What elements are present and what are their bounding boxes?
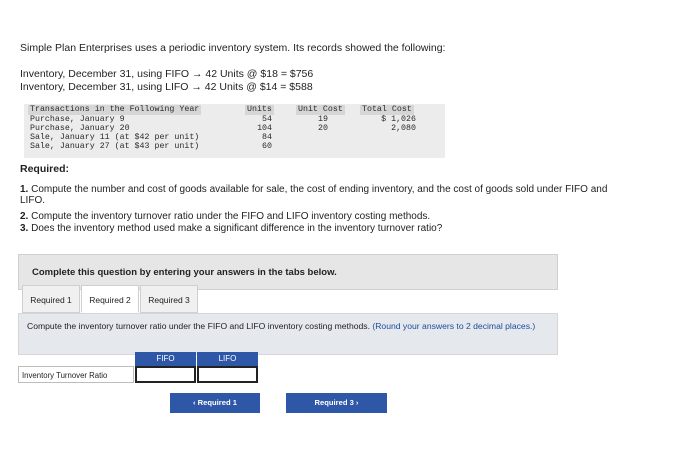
rounding-hint: (Round your answers to 2 decimal places.) (372, 321, 536, 331)
inventory-lifo-line: Inventory, December 31, using LIFO → 42 Units @ $14 = $588 (20, 81, 313, 93)
question-text: Does the inventory method used make a significant difference in the inventory turnover ratio? (31, 223, 443, 234)
transactions-header-row (24, 105, 445, 115)
header-unit-cost: Unit Cost (298, 105, 343, 114)
transaction-row (24, 124, 445, 133)
question-1 (20, 184, 620, 206)
panel-text: Compute the inventory turnover ratio under the FIFO and LIFO inventory costing methods. (27, 321, 370, 331)
question-3 (20, 223, 442, 234)
tab-required-3[interactable]: Required 3 (140, 285, 198, 313)
tab-required-2[interactable]: Required 2 (81, 285, 139, 313)
transaction-units: 104 (257, 124, 272, 133)
header-total-cost: Total Cost (362, 105, 412, 114)
transaction-row (24, 142, 445, 151)
question-number: 1. (20, 184, 29, 195)
tab-required-1[interactable]: Required 1 (22, 285, 80, 313)
transaction-unit-cost: 19 (318, 115, 328, 124)
inventory-fifo-line: Inventory, December 31, using FIFO → 42 Units @ $18 = $756 (20, 68, 314, 80)
next-required-3-button[interactable]: Required 3 › (286, 393, 387, 413)
question-2 (20, 211, 430, 222)
question-panel (18, 313, 558, 355)
transaction-total-cost: $ 1,026 (381, 115, 416, 124)
question-text: Compute the inventory turnover ratio under the FIFO and LIFO inventory costing methods. (31, 211, 431, 222)
transaction-row (24, 115, 445, 124)
required-heading: Required: (20, 163, 70, 175)
transaction-units: 60 (262, 142, 272, 151)
question-number: 3. (20, 223, 29, 234)
transaction-label: Purchase, January 20 (30, 124, 130, 133)
problem-intro: Simple Plan Enterprises uses a periodic inventory system. Its records showed the following: (20, 42, 446, 54)
question-text: Compute the number and cost of goods available for sale, the cost of ending inventory, and the cost of goods sold under FIFO and LIFO. (20, 184, 608, 206)
transaction-row (24, 133, 445, 142)
instruction-text: Complete this question by entering your answers in the tabs below. (32, 267, 337, 278)
transaction-units: 84 (262, 133, 272, 142)
row-label-inventory-turnover: Inventory Turnover Ratio (18, 366, 134, 383)
question-number: 2. (20, 211, 29, 222)
header-transactions: Transactions in the Following Year (30, 105, 200, 114)
transaction-units: 54 (262, 115, 272, 124)
transaction-label: Purchase, January 9 (30, 115, 125, 124)
column-header-fifo: FIFO (135, 352, 196, 366)
fifo-ratio-input[interactable] (135, 366, 196, 383)
transactions-table (24, 104, 445, 158)
transaction-total-cost: 2,080 (391, 124, 416, 133)
header-units: Units (247, 105, 272, 114)
panel-instructions (27, 321, 547, 331)
lifo-ratio-input[interactable] (197, 366, 258, 383)
transaction-unit-cost: 20 (318, 124, 328, 133)
transaction-label: Sale, January 11 (at $42 per unit) (30, 133, 200, 142)
column-header-lifo: LIFO (197, 352, 258, 366)
prev-required-1-button[interactable]: ‹ Required 1 (170, 393, 260, 413)
transaction-label: Sale, January 27 (at $43 per unit) (30, 142, 200, 151)
